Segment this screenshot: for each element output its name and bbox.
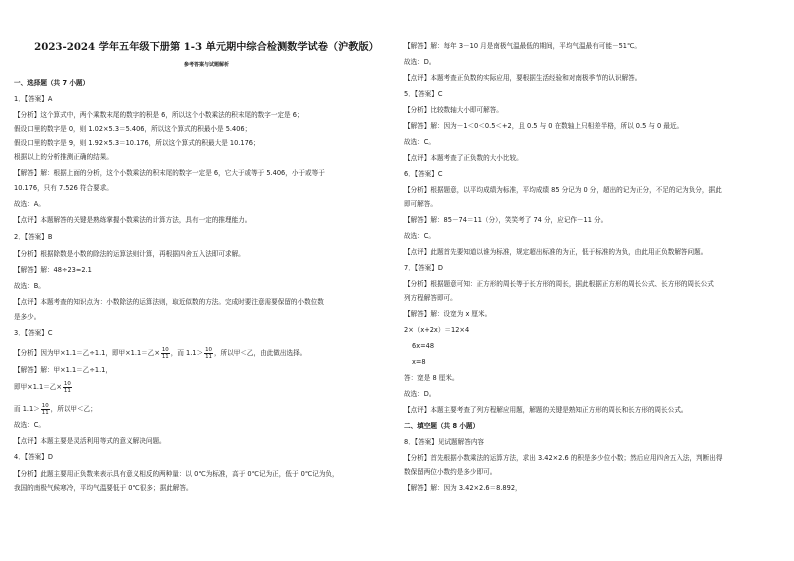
q6-solution: 【解答】解：85－74＝11（分），笑笑考了 74 分，应记作－11 分。 [404,216,608,224]
q4-comment: 【点评】本题考查正负数的实际应用，要根据生活经验和对南极季节的认识解答。 [404,74,642,82]
fraction [63,381,72,394]
q5-answer: 5．【答案】C [404,90,443,98]
q5-solution: 【解答】解：因为－1＜0＜0.5＜+2，且 0.5 与 0 在数轴上只相差半格，所以 0.5 与 0 最近。 [404,122,684,130]
page-subtitle: 参考答案与试题解析 [183,62,229,68]
q7-choice: 故选：D。 [404,390,436,398]
q4-analysis: 【分析】此题主要用正负数来表示具有意义相反的两种量：以 0℃为标准，高于 0℃记为正，低于 0℃记为负， [14,470,339,478]
q3-line-text: ，所以甲＜乙； [50,405,97,413]
q1-line: 10.176，只有 7.526 符合要求。 [14,184,113,192]
q2-analysis: 【分析】根据除数是小数的除法的运算法则计算，再根据四舍五入法即可求解。 [14,250,245,258]
q7-equation: x=8 [412,358,426,366]
q3-choice: 故选：C。 [14,421,45,429]
q5-analysis: 【分析】比较数轴大小即可解答。 [404,106,503,114]
q8-answer: 8．【答案】见试题解答内容 [404,438,485,446]
q3-line-text: 即甲×1.1＝乙× [14,383,62,391]
q3-analysis [14,346,384,360]
q3-analysis-text: ，所以甲＜乙，由此做出选择。 [213,349,307,357]
q2-answer: 2．【答案】B [14,233,53,241]
q2-solution: 【解答】解：48÷23≈2.1 [14,266,92,274]
q3-line [14,380,384,394]
q3-analysis-text: ，而 1.1＞ [170,349,204,357]
fraction-numerator: 10 [161,346,169,353]
q5-choice: 故选：C。 [404,138,435,146]
q3-answer: 3．【答案】C [14,329,53,337]
q7-answer-statement: 答：宽是 8 厘米。 [404,374,459,382]
fraction-numerator: 10 [205,346,212,353]
q1-choice: 故选：A。 [14,200,45,208]
fraction-denominator: 11 [41,409,49,416]
q8-solution: 【解答】解：因为 3.42×2.6＝8.892， [404,484,522,492]
q8-line: 数保留两位小数约是多少即可。 [404,468,497,476]
q4-line: 我国的南极气候寒冷，平均气温要低于 0℃很多；据此解答。 [14,484,193,492]
q3-solution: 【解答】解：甲×1.1＝乙÷1.1， [14,366,112,374]
q7-analysis: 【分析】根据题意可知：正方形的周长等于长方形的周长，据此根据正方形的周长公式、长方形的周长公式 [404,280,714,288]
fraction [41,403,50,416]
fraction-denominator: 11 [63,387,71,394]
fraction-numerator: 10 [63,380,71,387]
q1-line: 根据以上的分析推测正确的结果。 [14,153,113,161]
q6-line: 即可解答。 [404,200,437,208]
fraction-denominator: 11 [205,353,212,360]
q3-analysis-text: 【分析】因为甲×1.1＝乙÷1.1，即甲×1.1＝乙× [14,349,160,357]
q7-line: 列方程解答即可。 [404,294,457,302]
q1-comment: 【点评】本题解答的关键是熟练掌握小数乘法的计算方法，具有一定的推理能力。 [14,216,252,224]
q8-analysis: 【分析】首先根据小数乘法的运算方法，求出 3.42×2.6 的积是多少位小数；然后应用四舍五入法，判断出得 [404,454,723,462]
section-heading-fill: 二、填空题（共 8 小题） [404,422,480,430]
q3-line [14,402,384,416]
q1-line: 假设口里的数字是 0，则 1.02×5.3＝5.406，所以这个算式的积最小是 5.406； [14,125,252,133]
q6-comment: 【点评】此题首先要知道以谁为标准，规定超出标准的为正，低于标准的为负，由此用正负数解答问题。 [404,248,708,256]
q2-comment: 【点评】本题考查的知识点为：小数除法的运算法则，取近似数的方法。完成时要注意需要保留的小数位数 [14,298,324,306]
q2-line: 是多少。 [14,313,41,321]
q4-answer: 4．【答案】D [14,453,53,461]
q7-solution: 【解答】解：设宽为 x 厘米。 [404,310,492,318]
q7-equation: 6x=48 [412,342,435,350]
q1-analysis: 【分析】这个算式中，两个乘数末尾的数字的积是 6，所以这个小数乘法的积末尾的数字一定是 6； [14,111,304,119]
q1-solution: 【解答】解：根据上面的分析，这个小数乘法的积末尾的数字一定是 6，它大于或等于 5.406，小于或等于 [14,169,325,177]
q7-comment: 【点评】本题主要考查了列方程解应用题，解题的关键是熟知正方形的周长和长方形的周长公式。 [404,406,688,414]
q4-choice: 故选：D。 [404,58,436,66]
q1-line: 假设口里的数字是 9，则 1.92×5.3＝10.176，所以这个算式的积最大是 10.176； [14,139,260,147]
q2-choice: 故选：B。 [14,282,45,290]
fraction-numerator: 10 [41,402,49,409]
q7-equation: 2×（x+2x）＝12×4 [404,326,470,334]
section-heading-choice: 一、选择题（共 7 小题） [14,79,90,87]
q6-answer: 6．【答案】C [404,170,443,178]
q7-answer: 7．【答案】D [404,264,443,272]
q1-answer: 1．【答案】A [14,95,53,103]
q3-line-text: 而 1.1＞ [14,405,40,413]
q6-analysis: 【分析】根据题意，以平均成绩为标准，平均成绩 85 分记为 0 分，超出的记为正分，不足的记为负分，据此 [404,186,722,194]
fraction-denominator: 11 [161,353,169,360]
fraction [161,347,170,360]
page-title: 2023-2024 学年五年级下册第 1-3 单元期中综合检测数学试卷（沪教版） [34,41,379,53]
q4-solution: 【解答】解：每年 3－10 月是南极气温最低的期间，平均气温最有可能－51℃。 [404,42,641,50]
fraction [204,347,213,360]
q5-comment: 【点评】本题考查了正负数的大小比较。 [404,154,523,162]
q3-comment: 【点评】本题主要是灵活利用等式的意义解决问题。 [14,437,166,445]
q6-choice: 故选：C。 [404,232,435,240]
